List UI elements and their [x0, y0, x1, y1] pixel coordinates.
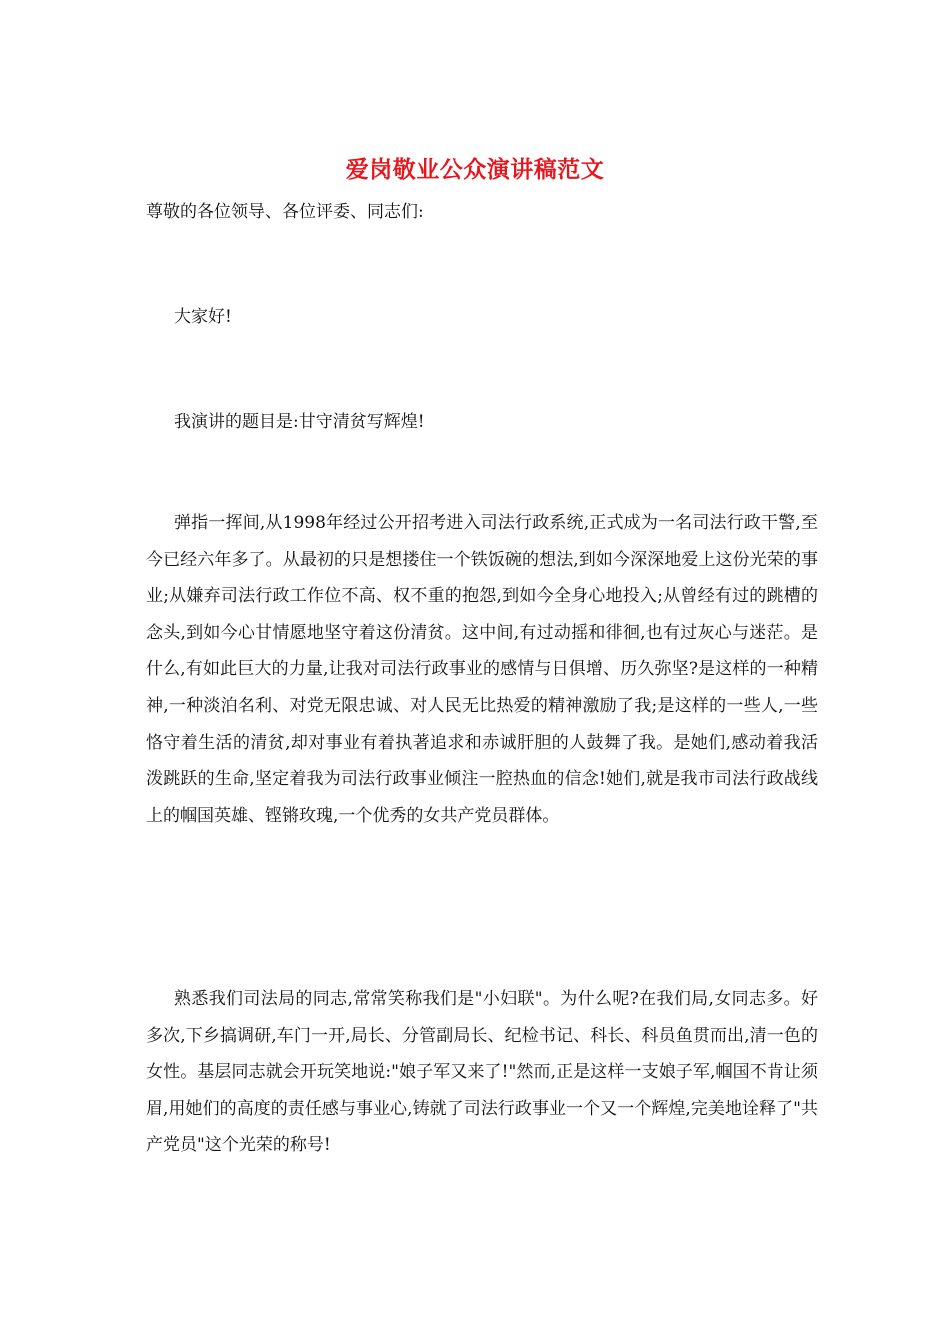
paragraph-body-2: 熟悉我们司法局的同志,常常笑称我们是"小妇联"。为什么呢?在我们局,女同志多。好多次,下乡搞调研,车门一开,局长、分管副局长、纪检书记、科长、科员鱼贯而出,清一色的女性。基层同志就会开玩笑地说:"娘子军又来了!"然而,正是这样一支娘子军,帼国不肯让须眉,用她们的高度的责任感与事业心,铸就了司法行政事业一个又一个辉煌,完美地诠释了"共产党员"这个光荣的称号! [146, 989, 818, 1156]
paragraph-topic: 我演讲的题目是:甘守清贫写辉煌! [174, 412, 425, 432]
paragraph-body-1: 弹指一挥间,从1998年经过公开招考进入司法行政系统,正式成为一名司法行政干警,至今已经六年多了。从最初的只是想搂住一个铁饭碗的想法,到如今深深地爱上这份光荣的事业;从嫌弃司法行政工作位不高、权不重的抱怨,到如今全身心地投入;从曾经有过的跳槽的念头,到如今心甘情愿地坚守着这份清贫。这中间,有过动摇和徘徊,也有过灰心与迷茫。是什么,有如此巨大的力量,让我对司法行政事业的感情与日俱增、历久弥坚?是这样的一种精神,一种淡泊名利、对党无限忠诚、对人民无比热爱的精神激励了我;是这样的一些人,一些恪守着生活的清贫,却对事业有着执著追求和赤诚肝胆的人鼓舞了我。是她们,感动着我活泼跳跃的生命,坚定着我为司法行政事业倾注一腔热血的信念!她们,就是我市司法行政战线上的帼国英雄、铿锵玫瑰,一个优秀的女共产党员群体。 [146, 513, 818, 826]
paragraph-greeting: 大家好! [174, 307, 232, 327]
document-title: 爱岗敬业公众演讲稿范文 [345, 156, 605, 183]
salutation: 尊敬的各位领导、各位评委、同志们: [146, 202, 424, 222]
